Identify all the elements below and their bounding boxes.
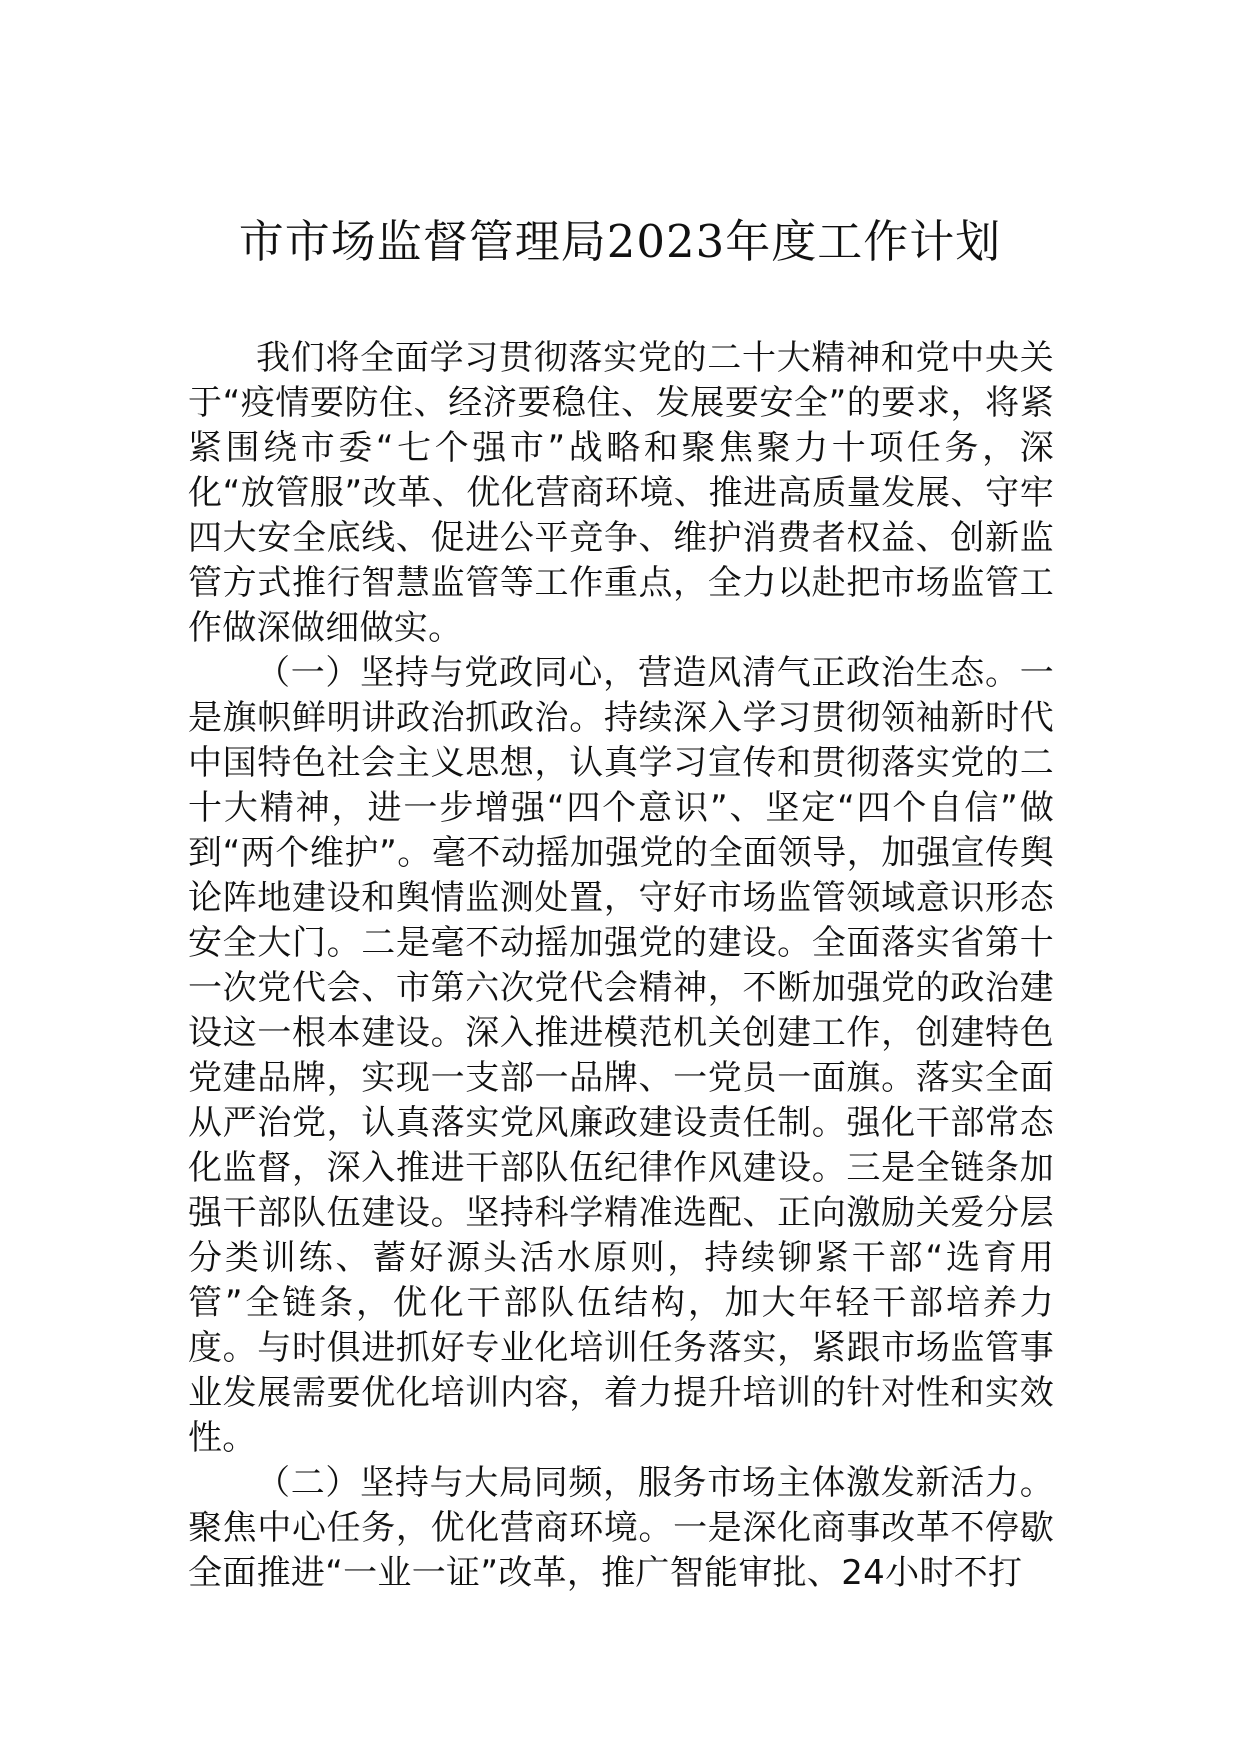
document-title: 市市场监督管理局2023年度工作计划 xyxy=(238,215,1002,268)
section-1-paragraph: （一）坚持与党政同心，营造风清气正政治生态。一是旗帜鲜明讲政治抓政治。持续深入学习贯彻领袖新时代中国特色社会主义思想，认真学习宣传和贯彻落实党的二十大精神，进一步增强“四个意识”、坚定“四个自信”做到“两个维护”。毫不动摇加强党的全面领导，加强宣传舆论阵地建设和舆情监测处置，守好市场监管领域意识形态安全大门。二是毫不动摇加强党的建设。全面落实省第十一次党代会、市第六次党代会精神，不断加强党的政治建设这一根本建设。深入推进模范机关创建工作，创建特色党建品牌，实现一支部一品牌、一党员一面旗。落实全面从严治党，认真落实党风廉政建设责任制。强化干部常态化监督，深入推进干部队伍纪律作风建设。三是全链条加强干部队伍建设。坚持科学精准选配、正向激励关爱分层分类训练、蓄好源头活水原则，持续铆紧干部“选育用管”全链条，优化干部队伍结构，加大年轻干部培养力度。与时俱进抓好专业化培训任务落实，紧跟市场监管事业发展需要优化培训内容，着力提升培训的针对性和实效性。 xyxy=(188,653,1054,1458)
intro-paragraph: 我们将全面学习贯彻落实党的二十大精神和党中央关于“疫情要防住、经济要稳住、发展要安全”的要求，将紧紧围绕市委“七个强市”战略和聚焦聚力十项任务，深化“放管服”改革、优化营商环境、推进高质量发展、守牢四大安全底线、促进公平竞争、维护消费者权益、创新监管方式推行智慧监管等工作重点，全力以赴把市场监管工作做深做细做实。 xyxy=(188,338,1054,648)
section-2-paragraph: （二）坚持与大局同频，服务市场主体激发新活力。聚焦中心任务，优化营商环境。一是深化商事改革不停歇全面推进“一业一证”改革，推广智能审批、24小时不打 xyxy=(188,1463,1054,1593)
document-body xyxy=(188,336,1054,1596)
